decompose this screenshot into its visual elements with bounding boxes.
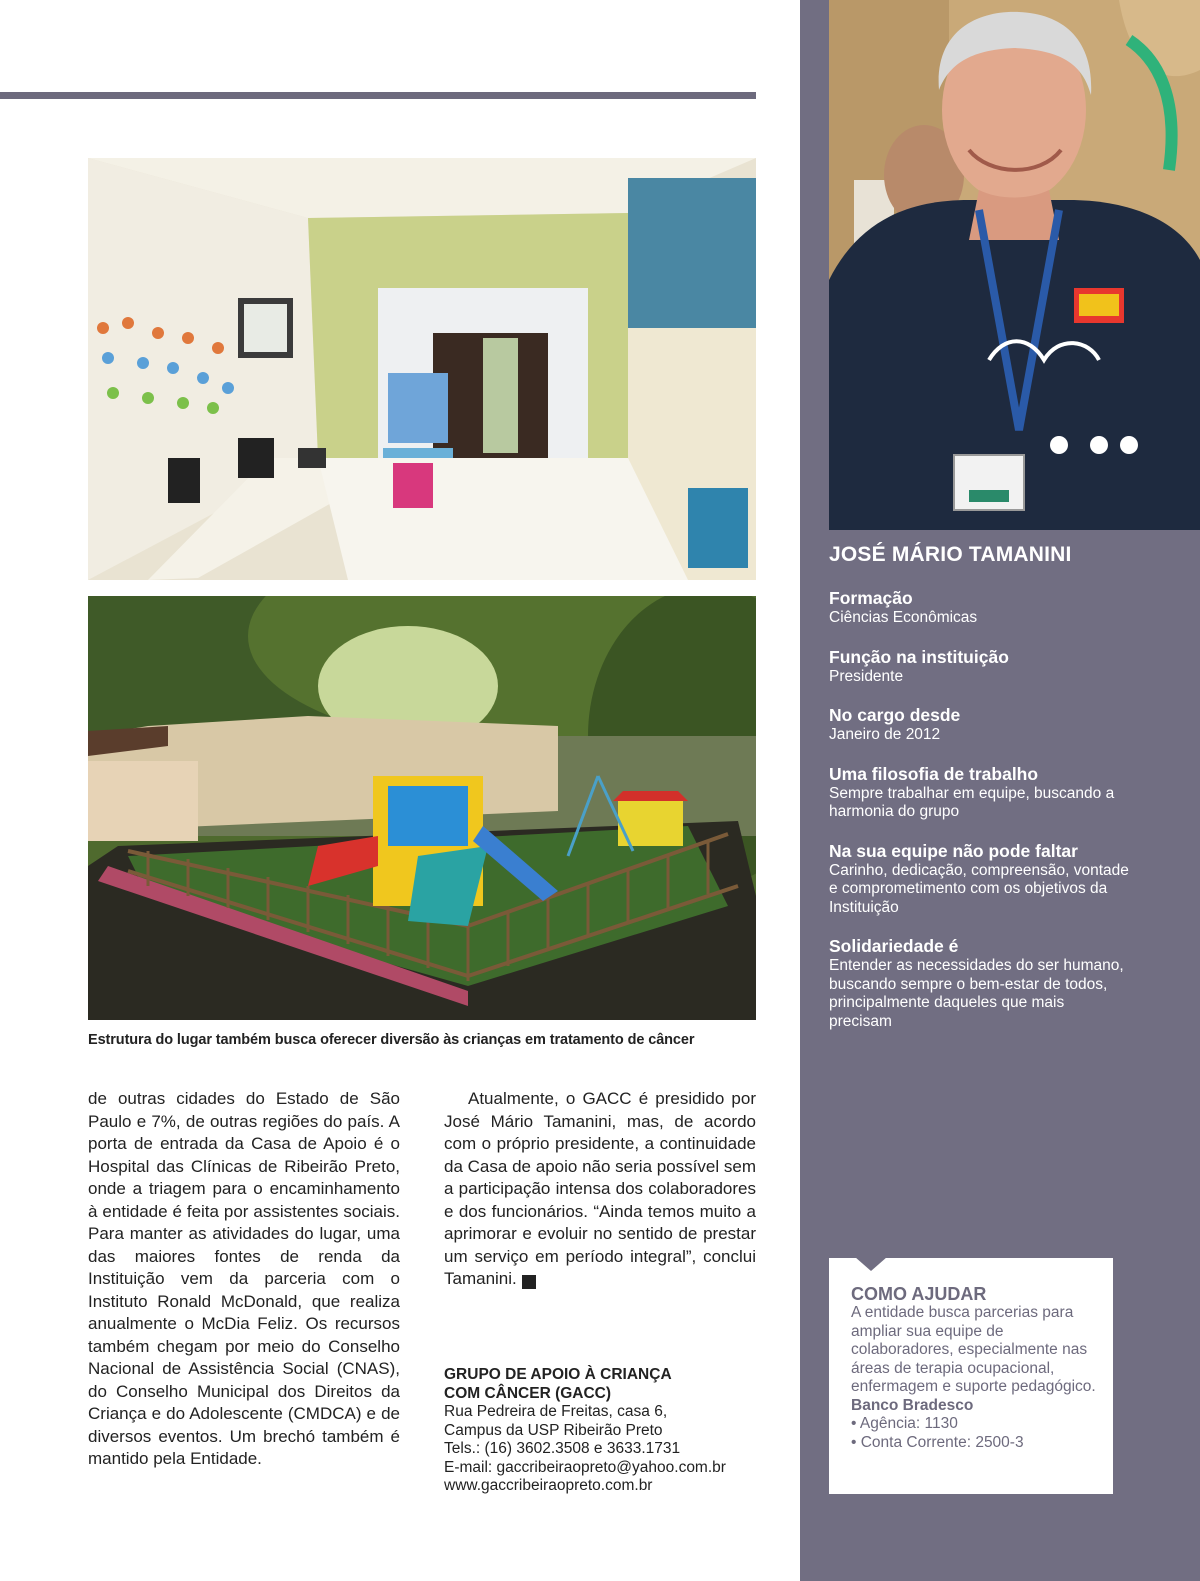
article-paragraph-2 bbox=[444, 1088, 756, 1291]
contact-block bbox=[444, 1366, 764, 1496]
profile-field-label: Solidariedade é bbox=[829, 936, 959, 956]
article-column-right bbox=[444, 1088, 756, 1291]
profile-name: JOSÉ MÁRIO TAMANINI bbox=[829, 543, 1072, 566]
box-notch-icon bbox=[855, 1257, 887, 1271]
profile-field-value: Presidente bbox=[829, 667, 904, 685]
how-to-help-content bbox=[851, 1284, 1101, 1452]
profile-field-value: Ciências Econômicas bbox=[829, 609, 978, 626]
playground-with-fence-photo bbox=[88, 596, 756, 1020]
article-column-left bbox=[88, 1088, 400, 1471]
contact-phones: Tels.: (16) 3602.3508 e 3633.1731 bbox=[444, 1440, 681, 1457]
profile-fields bbox=[829, 588, 1129, 1050]
profile-field-funcao bbox=[829, 647, 1129, 687]
contact-address-1: Rua Pedreira de Freitas, casa 6, bbox=[444, 1403, 668, 1420]
contact-org-line-1: GRUPO DE APOIO À CRIANÇA bbox=[444, 1366, 672, 1383]
profile-field-value: Janeiro de 2012 bbox=[829, 726, 941, 743]
profile-field-value: Carinho, dedicação, compreensão, vontade e comprometimento com os objetivos da Instituição bbox=[829, 861, 1129, 916]
contact-address-2: Campus da USP Ribeirão Preto bbox=[444, 1421, 663, 1439]
how-to-help-text: A entidade busca parcerias para ampliar sua equipe de colaboradores, especialmente nas áreas de terapia ocupacional, enfermagem e suporte pedagógico. bbox=[851, 1304, 1096, 1395]
how-to-help-title: COMO AJUDAR bbox=[851, 1284, 987, 1304]
profile-field-equipe bbox=[829, 841, 1129, 918]
profile-field-filosofia bbox=[829, 764, 1129, 822]
contact-email: E-mail: gaccribeiraopreto@yahoo.com.br bbox=[444, 1458, 726, 1476]
profile-field-label: Formação bbox=[829, 588, 913, 608]
profile-field-value: Entender as necessidades do ser humano, buscando sempre o bem-estar de todos, principalmente daqueles que mais precisam bbox=[829, 957, 1124, 1030]
article-paragraph-1: de outras cidades do Estado de São Paulo e 7%, de outras regiões do país. A porta de entrada da Casa de Apoio é o Hospital das Clínicas de Ribeirão Preto, onde a triagem para o encaminhamento à entidade é feita por assistentes sociais. Para manter as atividades do lugar, uma das maiores fontes de renda da Instituição vem da parceria com o Instituto Ronald McDonald, que realiza anualmente o McDia Feliz. Os recursos também chegam por meio do Conselho Nacional de Assistência Social (CNAS), do Conselho Municipal dos Direitos da Criança e do Adolescente (CMDCA) e de diversos eventos. Um brechó também é mantido pela Entidade. bbox=[88, 1089, 400, 1468]
photo-caption: Estrutura do lugar também busca oferecer diversão às crianças em tratamento de câncer bbox=[88, 1032, 695, 1048]
classroom-with-computers-photo bbox=[88, 158, 756, 580]
profile-field-value: Sempre trabalhar em equipe, buscando a harmonia do grupo bbox=[829, 784, 1115, 820]
how-to-help-box bbox=[829, 1258, 1113, 1494]
bank-name: Banco Bradesco bbox=[851, 1396, 974, 1414]
bank-agency: • Agência: 1130 bbox=[851, 1415, 958, 1432]
profile-field-cargo-desde bbox=[829, 705, 1129, 745]
jose-mario-tamanini-portrait-photo bbox=[829, 0, 1200, 530]
article-paragraph-2-text: Atualmente, o GACC é presidido por José Mário Tamanini, mas, de acordo com o próprio presidente, a continuidade da Casa de apoio não seria possível sem a participação intensa dos colaboradores e dos funcionários. “Ainda temos muito a aprimorar e evoluir no sentido de prestar um serviço em período integral”, conclui Tamanini. bbox=[444, 1089, 756, 1288]
profile-field-label: Uma filosofia de trabalho bbox=[829, 763, 1039, 784]
profile-field-formacao bbox=[829, 588, 1129, 628]
top-rule bbox=[0, 92, 756, 99]
profile-field-label: No cargo desde bbox=[829, 705, 961, 725]
article-end-mark-icon: r bbox=[522, 1275, 536, 1289]
profile-field-label: Função na instituição bbox=[829, 646, 1009, 667]
bank-account: • Conta Corrente: 2500-3 bbox=[851, 1433, 1024, 1451]
profile-field-label: Na sua equipe não pode faltar bbox=[829, 840, 1078, 861]
contact-website: www.gaccribeiraopreto.com.br bbox=[444, 1477, 653, 1494]
profile-field-solidariedade bbox=[829, 936, 1129, 1031]
contact-org-line-2: COM CÂNCER (GACC) bbox=[444, 1384, 612, 1402]
